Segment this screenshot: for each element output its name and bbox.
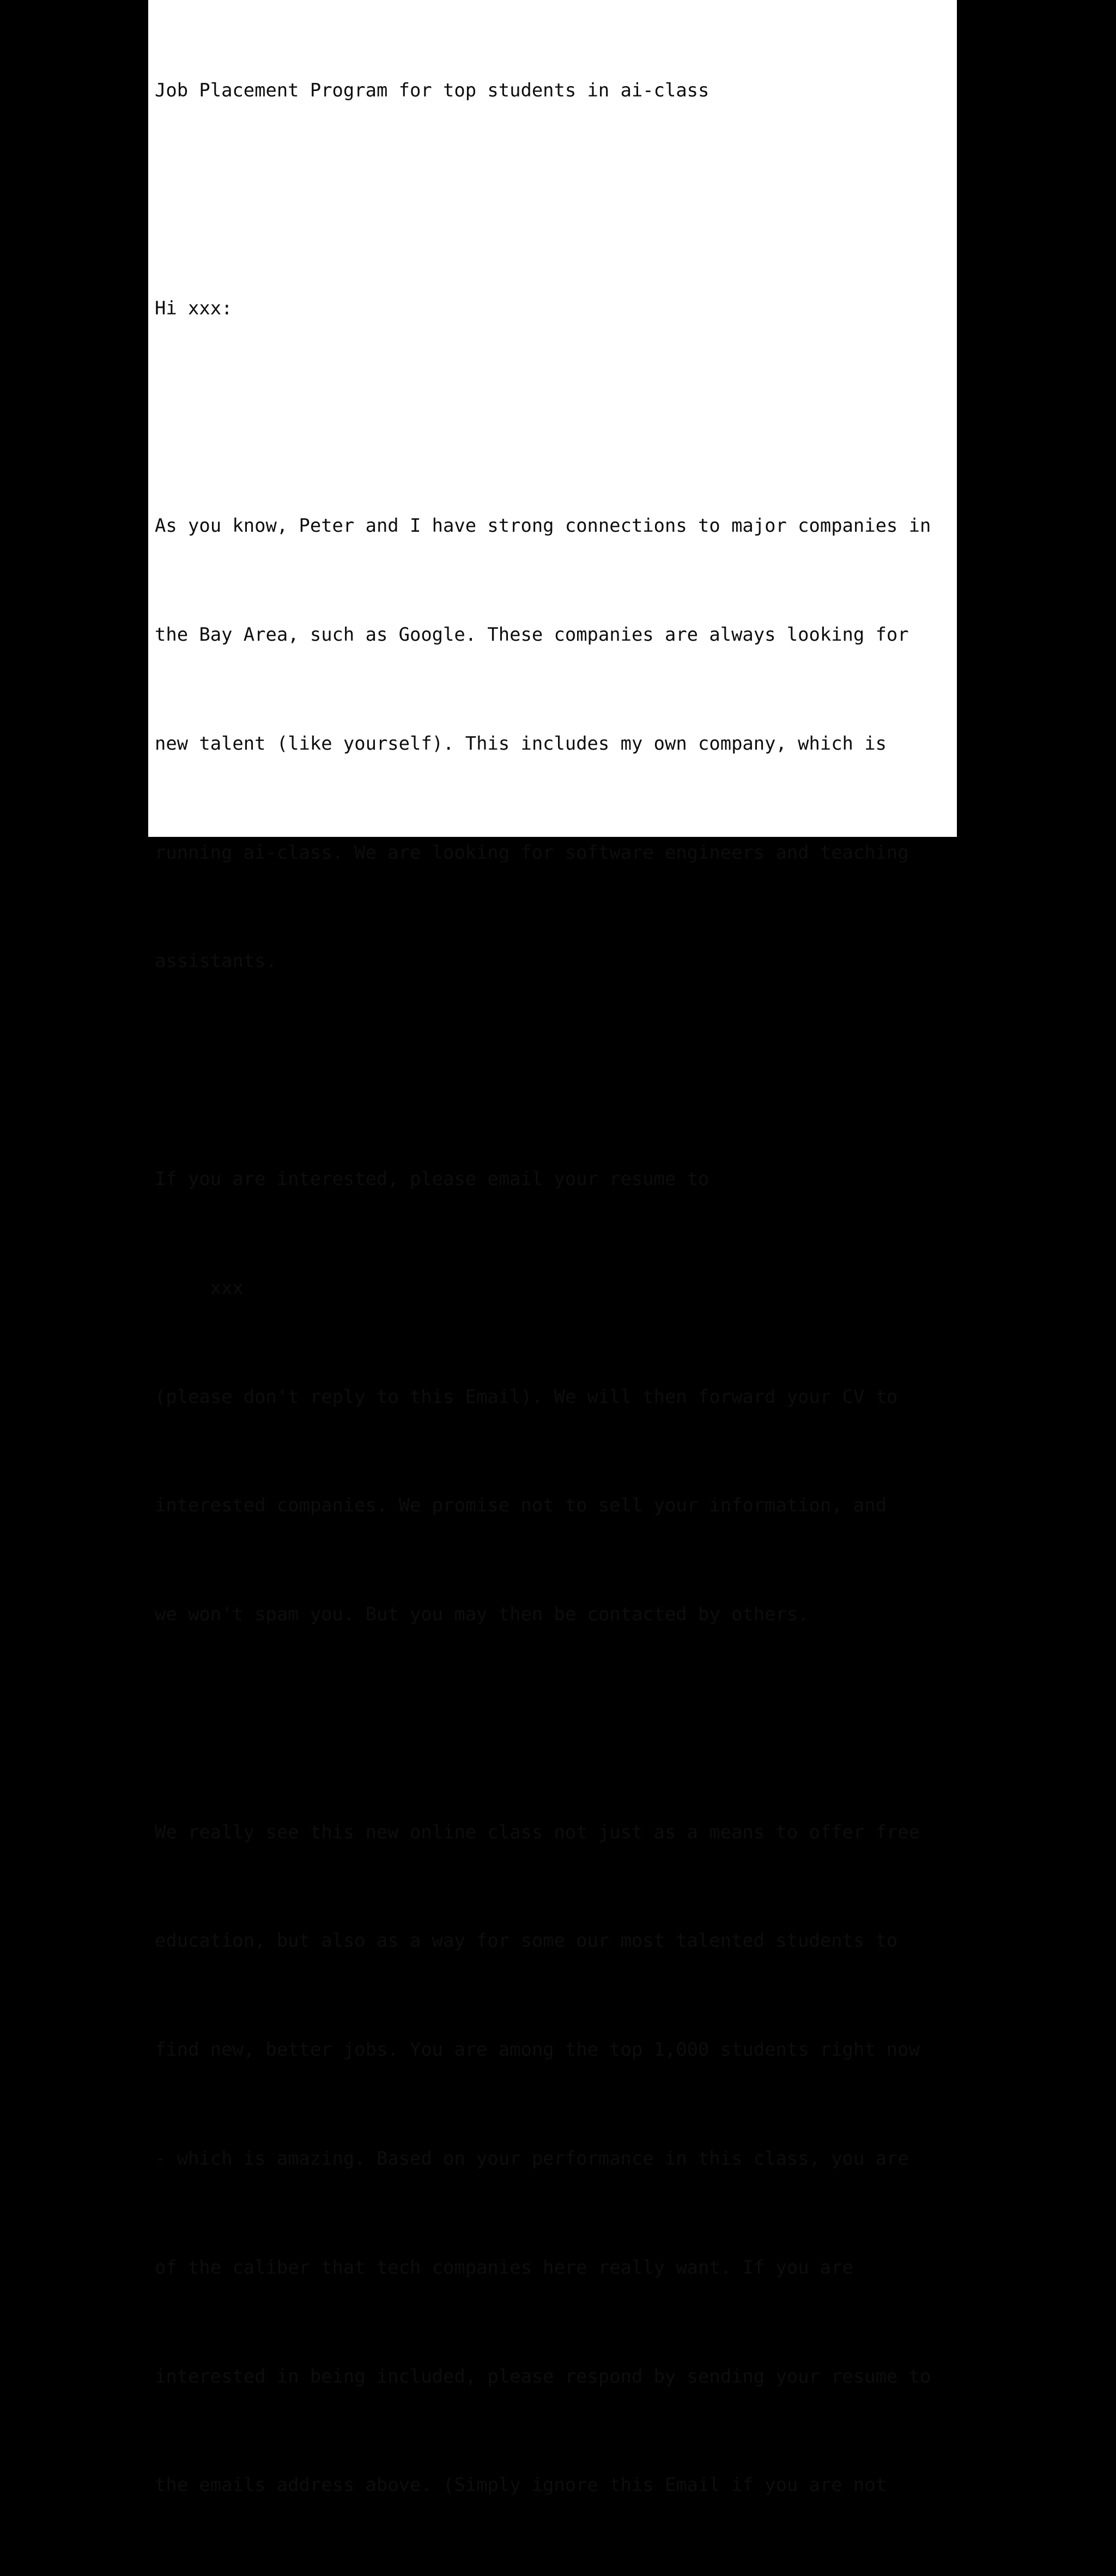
email-document	[148, 0, 957, 2496]
email-subject: Job Placement Program for top students in ai-class	[155, 80, 709, 101]
paragraph-2-line: interested companies. We promise not to sell your information, and	[155, 1494, 887, 1516]
paragraph-3-line: - which is amazing. Based on your performance in this class, you are	[155, 2148, 909, 2170]
paragraph-1-line: assistants.	[155, 950, 277, 972]
blank-line	[155, 1705, 950, 1742]
paragraph-1-line: new talent (like yourself). This includes my own company, which is	[155, 732, 887, 754]
blank-line	[155, 1052, 950, 1089]
paragraph-3-line: the emails address above. (Simply ignore this Email if you are not	[155, 2474, 887, 2496]
paragraph-1-line: running ai-class. We are looking for software engineers and teaching	[155, 841, 909, 863]
paragraph-1-line: As you know, Peter and I have strong connections to major companies in	[155, 515, 931, 537]
paragraph-1-line: the Bay Area, such as Google. These companies are always looking for	[155, 624, 909, 646]
paragraph-3-line: of the caliber that tech companies here really want. If you are	[155, 2256, 853, 2278]
email-body	[155, 0, 950, 2576]
paragraph-3-line: education, but also as a way for some our most talented students to	[155, 1930, 898, 1952]
blank-line	[155, 181, 950, 218]
paragraph-3-line: We really see this new online class not just as a means to offer free	[155, 1821, 920, 1843]
email-greeting: Hi xxx:	[155, 297, 233, 319]
paragraph-3-line: interested in being included, please respond by sending your resume to	[155, 2365, 931, 2387]
blank-line	[155, 399, 950, 436]
paragraph-2-line: we won't spam you. But you may then be contacted by others.	[155, 1603, 809, 1625]
resume-email-address: xxx	[155, 1277, 244, 1298]
paragraph-2-line: If you are interested, please email your resume to	[155, 1168, 709, 1189]
paragraph-2-line: (please don't reply to this Email). We will then forward your CV to	[155, 1386, 898, 1407]
paragraph-3-line: find new, better jobs. You are among the top 1,000 students right now	[155, 2039, 920, 2061]
